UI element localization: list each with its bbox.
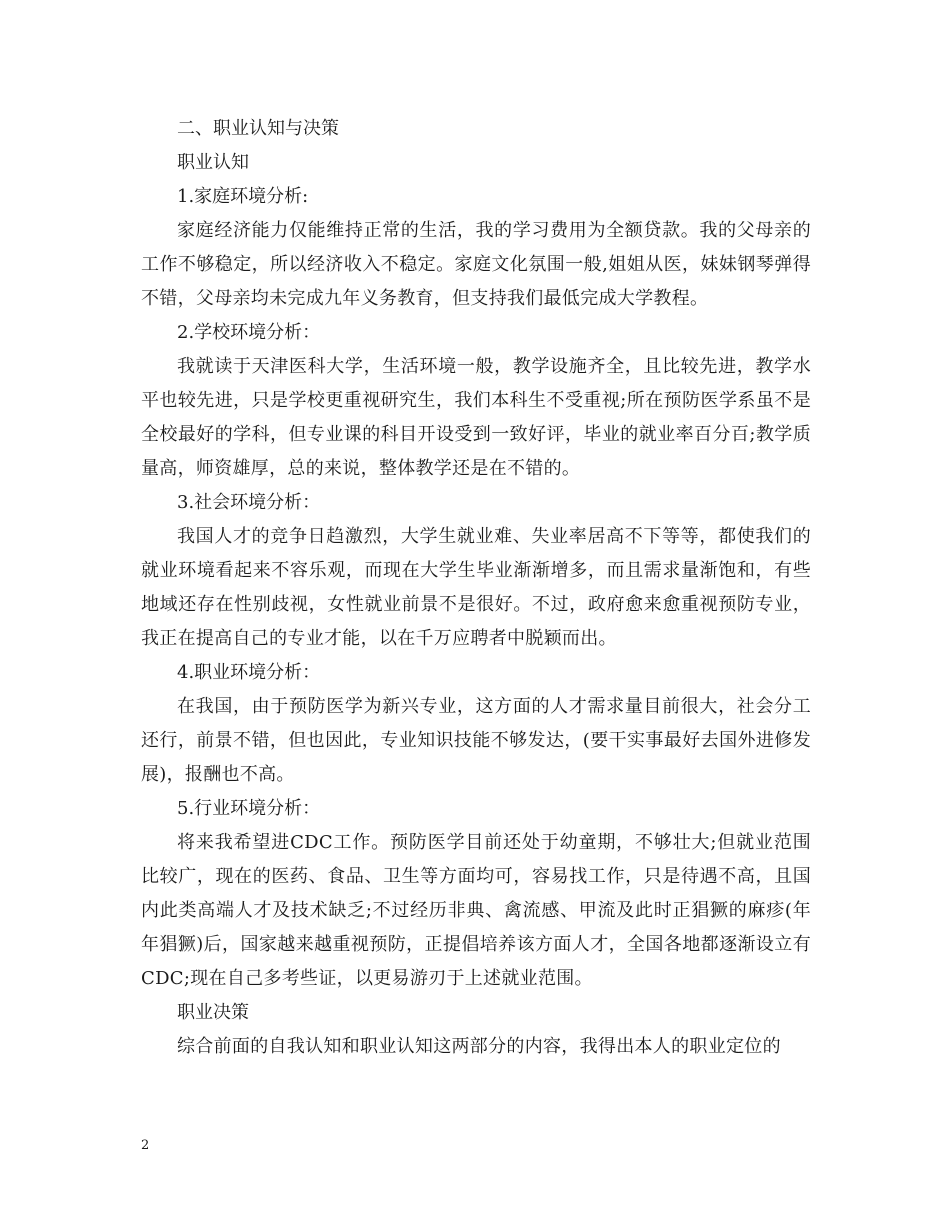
paragraph-society: 我国人才的竞争日趋激烈，大学生就业难、失业率居高不下等等，都使我们的就业环境看起来不容乐观，而现在大学生毕业渐渐增多，而且需求量渐饱和，有些地域还存在性别歧视，女性就业前景不是很好。不过，政府愈来愈重视预防专业，我正在提高自己的专业才能，以在千万应聘者中脱颖而出。 xyxy=(141,526,811,649)
sub-heading-career-cognition: 职业认知 xyxy=(177,152,249,173)
paragraph-career: 在我国，由于预防医学为新兴专业，这方面的人才需求量目前很大，社会分工还行，前景不错，但也因此，专业知识技能不够发达，(要干实事最好去国外进修发展)，报酬也不高。 xyxy=(141,696,811,785)
paragraph-family: 家庭经济能力仅能维持正常的生活，我的学习费用为全额贷款。我的父母亲的工作不够稳定，所以经济收入不稳定。家庭文化氛围一般,姐姐从医，妹妹钢琴弹得不错，父母亲均未完成九年义务教育，但支持我们最低完成大学教程。 xyxy=(141,220,811,309)
section-title-family: 1.家庭环境分析: xyxy=(177,186,309,207)
paragraph-industry: 将来我希望进CDC工作。预防医学目前还处于幼童期，不够壮大;但就业范围比较广，现在的医药、食品、卫生等方面均可，容易找工作，只是待遇不高，且国内此类高端人才及技术缺乏;不过经历非典、禽流感、甲流及此时正猖獗的麻疹(年年猖獗)后，国家越来越重视预防，正提倡培养该方面人才，全国各地都逐渐设立有CDC;现在自己多考些证，以更易游刃于上述就业范围。 xyxy=(141,832,811,989)
paragraph-decision: 综合前面的自我认知和职业认知这两部分的内容，我得出本人的职业定位的 xyxy=(177,1036,781,1057)
sub-heading-career-decision: 职业决策 xyxy=(177,1002,249,1023)
section-title-career: 4.职业环境分析： xyxy=(177,662,321,683)
section-title-society: 3.社会环境分析： xyxy=(177,492,321,513)
section-title-industry: 5.行业环境分析： xyxy=(177,798,321,819)
section-heading: 二、职业认知与决策 xyxy=(177,118,339,139)
page-number: 2 xyxy=(141,1138,150,1153)
paragraph-school: 我就读于天津医科大学，生活环境一般，教学设施齐全，且比较先进，教学水平也较先进，只是学校更重视研究生，我们本科生不受重视;所在预防医学系虽不是全校最好的学科，但专业课的科目开设受到一致好评，毕业的就业率百分百;教学质量高，师资雄厚，总的来说，整体教学还是在不错的。 xyxy=(141,356,811,479)
document-body xyxy=(141,112,811,1064)
section-title-school: 2.学校环境分析： xyxy=(177,322,321,343)
